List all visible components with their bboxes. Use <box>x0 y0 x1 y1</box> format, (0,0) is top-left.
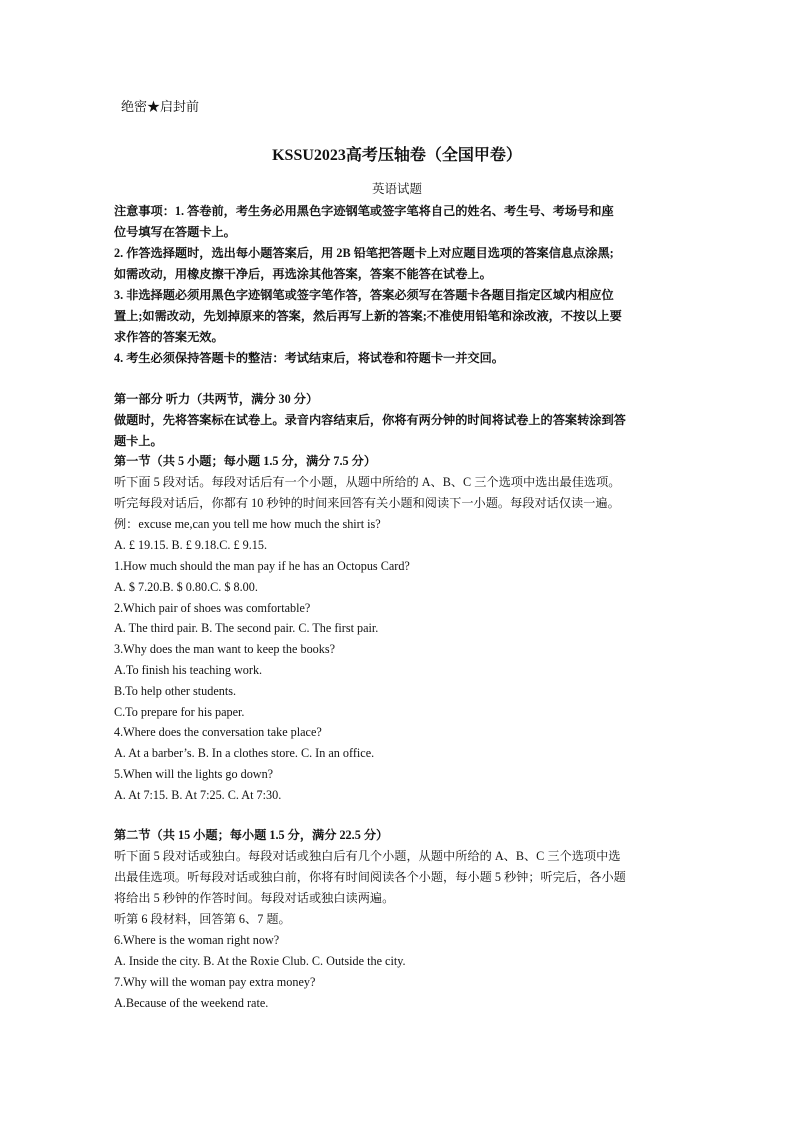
question-line: A.To finish his teaching work. <box>114 663 263 677</box>
question-line: 2.Which pair of shoes was comfortable? <box>114 601 311 615</box>
question-line: A. $ 7.20.B. $ 0.80.C. $ 8.00. <box>114 580 258 594</box>
question-line: 4.Where does the conversation take place? <box>114 725 322 739</box>
question-line: A. The third pair. B. The second pair. C. The first pair. <box>114 621 379 635</box>
question-line: 3.Why does the man want to keep the books? <box>114 642 336 656</box>
part1-instruction: 题卡上。 <box>114 434 163 448</box>
example-question: 例：excuse me,can you tell me how much the shirt is? <box>114 517 381 531</box>
section2-heading: 第二节（共 15 小题；每小题 1.5 分，满分 22.5 分） <box>114 828 389 842</box>
section2-instruction: 听下面 5 段对话或独白。每段对话或独白后有几个小题，从题中所给的 A、B、C 三个选项中选 <box>114 849 621 863</box>
question-line: 5.When will the lights go down? <box>114 767 274 781</box>
question-line: A. At 7:15. B. At 7:25. C. At 7:30. <box>114 788 282 802</box>
exam-title: KSSU2023高考压轴卷（全国甲卷） <box>272 147 522 164</box>
question-line: 6.Where is the woman right now? <box>114 933 280 947</box>
section1-instruction: 听完每段对话后，你都有 10 秒钟的时间来回答有关小题和阅读下一小题。每段对话仅读一遍。 <box>114 496 620 510</box>
notes-line: 如需改动，用橡皮擦干净后，再选涂其他答案，答案不能答在试卷上。 <box>114 267 492 281</box>
notes-line: 3. 非选择题必须用黑色字迹钢笔或签字笔作答，答案必须写在答题卡各题目指定区域内相应位 <box>114 288 614 302</box>
part1-instruction: 做题时，先将答案标在试卷上。录音内容结束后，你将有两分钟的时间将试卷上的答案转涂到答 <box>114 413 626 427</box>
notes-line: 2. 作答选择题时，选出每小题答案后，用 2B 铅笔把答题卡上对应题目选项的答案信息点涂黑; <box>114 246 614 260</box>
notes-line: 置上;如需改动，先划掉原来的答案，然后再写上新的答案;不准使用铅笔和涂改液，不按以上要 <box>114 309 622 323</box>
question-line: 1.How much should the man pay if he has an Octopus Card? <box>114 559 410 573</box>
question-line: 7.Why will the woman pay extra money? <box>114 975 316 989</box>
section1-heading: 第一节（共 5 小题；每小题 1.5 分，满分 7.5 分） <box>114 454 377 468</box>
question-line: B.To help other students. <box>114 684 237 698</box>
section2-instruction: 出最佳选项。听每段对话或独白前，你将有时间阅读各个小题，每小题 5 秒钟；听完后，各小题 <box>114 870 626 884</box>
confidential-label: 绝密★启封前 <box>121 99 200 114</box>
notes-line: 4. 考生必须保持答题卡的整洁：考试结束后，将试卷和符题卡一并交回。 <box>114 351 504 365</box>
question-line: C.To prepare for his paper. <box>114 705 245 719</box>
notes-line: 位号填写在答题卡上。 <box>114 225 236 239</box>
exam-subtitle: 英语试题 <box>371 182 422 196</box>
material-intro: 听第 6 段材料，回答第 6、7 题。 <box>114 912 291 926</box>
example-options: A. £ 19.15. B. £ 9.18.C. £ 9.15. <box>114 538 268 552</box>
question-line: A. At a barber’s. B. In a clothes store. C. In an office. <box>114 746 375 760</box>
section2-instruction: 将给出 5 秒钟的作答时间。每段对话或独白读两遍。 <box>114 891 395 905</box>
question-line: A. Inside the city. B. At the Roxie Club. C. Outside the city. <box>114 954 406 968</box>
section1-instruction: 听下面 5 段对话。每段对话后有一个小题，从题中所给的 A、B、C 三个选项中选出最佳选项。 <box>114 475 621 489</box>
part1-heading: 第一部分 听力（共两节，满分 30 分） <box>114 392 319 406</box>
question-line: A.Because of the weekend rate. <box>114 996 269 1010</box>
notes-line: 注意事项：1. 答卷前，考生务必用黑色字迹钢笔或签字笔将自己的姓名、考生号、考场号和座 <box>114 204 614 218</box>
notes-line: 求作答的答案无效。 <box>114 330 224 344</box>
